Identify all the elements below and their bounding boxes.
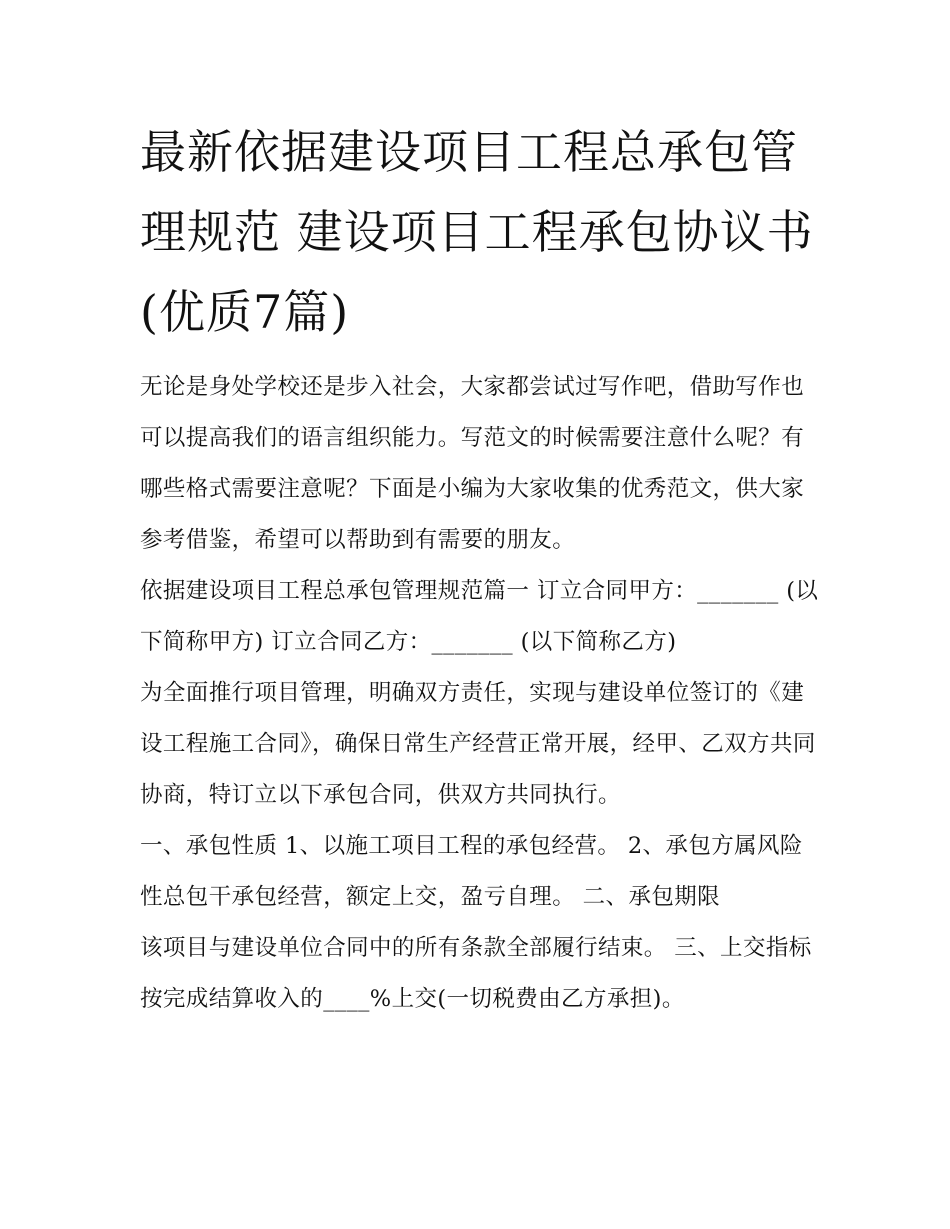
- document-body: [140, 362, 820, 1025]
- contract-nature-paragraph: 一、承包性质 1、以施工项目工程的承包经营。 2、承包方属风险性总包干承包经营，额定上交，盈亏自理。 二、承包期限: [140, 833, 803, 910]
- intro-paragraph: 无论是身处学校还是步入社会，大家都尝试过写作吧，借助写作也可以提高我们的语言组织能力。写范文的时候需要注意什么呢？有哪些格式需要注意呢？下面是小编为大家收集的优秀范文，供大家参考借鉴，希望可以帮助到有需要的朋友。: [140, 374, 805, 553]
- document-page: [140, 112, 820, 1025]
- contract-parties-paragraph: 依据建设项目工程总承包管理规范篇一 订立合同甲方：_______ (以下简称甲方) 订立合同乙方：_______ (以下简称乙方): [140, 578, 819, 655]
- contract-term-paragraph: 该项目与建设单位合同中的所有条款全部履行结束。 三、上交指标 按完成结算收入的____%上交(一切税费由乙方承担)。: [140, 935, 812, 1012]
- document-title: 最新依据建设项目工程总承包管理规范 建设项目工程承包协议书(优质7篇): [140, 125, 814, 339]
- purpose-paragraph: 为全面推行项目管理，明确双方责任，实现与建设单位签订的《建设工程施工合同》，确保日常生产经营正常开展，经甲、乙双方共同协商，特订立以下承包合同，供双方共同执行。: [140, 680, 816, 808]
